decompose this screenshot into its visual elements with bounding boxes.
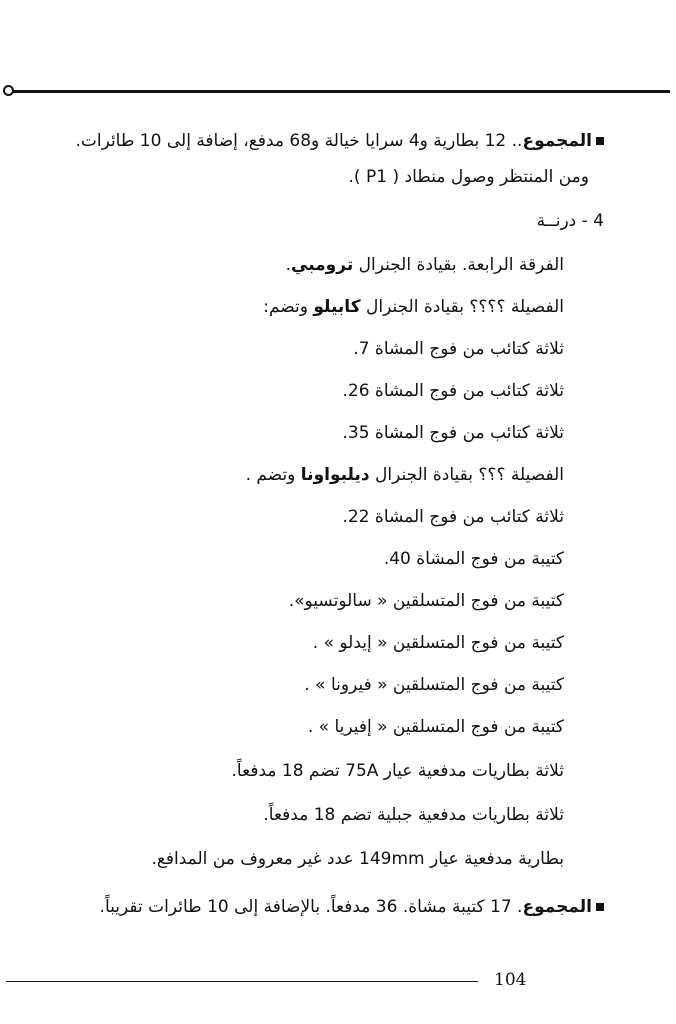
text-line: كتيبة من فوج المتسلقين « فيرونا » . — [304, 675, 564, 695]
commander-name: ديلبواونا — [300, 465, 370, 485]
text-line: ثلاثة بطاريات مدفعية عيار 75A تضم 18 مدفعاً. — [231, 761, 564, 781]
text-line: الفرقة الرابعة. بقيادة الجنرال ترومبي. — [285, 255, 564, 275]
section-heading: 4 - درنــة — [536, 211, 604, 231]
top-rule-ornament — [3, 85, 14, 96]
text-line: ثلاثة كتائب من فوج المشاة 22. — [342, 507, 564, 527]
text-line: ومن المنتظر وصول منطاد ( P1 ). — [348, 167, 589, 187]
text-line: كتيبة من فوج المشاة 40. — [383, 549, 564, 569]
top-rule — [6, 90, 670, 93]
text-line: الفصيلة ؟؟؟؟ بقيادة الجنرال كابيلو وتضم: — [263, 297, 564, 317]
commander-name: كابيلو — [313, 297, 361, 317]
text-line: الفصيلة ؟؟؟ بقيادة الجنرال ديلبواونا وتضم . — [245, 465, 564, 485]
text-line: ثلاثة بطاريات مدفعية جبلية تضم 18 مدفعاً. — [263, 805, 564, 825]
footer-rule — [6, 981, 478, 982]
total-label: المجموع — [522, 897, 592, 917]
page-number: 104 — [494, 970, 527, 990]
square-bullet-icon — [596, 903, 604, 911]
text-line: ثلاثة كتائب من فوج المشاة 26. — [342, 381, 564, 401]
total-label: المجموع — [522, 131, 592, 151]
text-line: كتيبة من فوج المتسلقين « إفيريا » . — [307, 717, 564, 737]
text-line: ثلاثة كتائب من فوج المشاة 7. — [353, 339, 564, 359]
total-text: . 17 كتيبة مشاة. 36 مدفعاً. بالإضافة إلى 10 طائرات تقريباً. — [99, 897, 523, 917]
total-line — [75, 130, 604, 152]
text-line: كتيبة من فوج المتسلقين « إيدلو » . — [312, 633, 564, 653]
text-line: ثلاثة كتائب من فوج المشاة 35. — [342, 423, 564, 443]
total-text: .. 12 بطارية و4 سرايا خيالة و68 مدفع، إضافة إلى 10 طائرات. — [75, 131, 523, 151]
total-line — [100, 896, 604, 918]
square-bullet-icon — [596, 137, 604, 145]
text-line: كتيبة من فوج المتسلقين « سالوتسيو». — [288, 591, 564, 611]
commander-name: ترومبي — [291, 255, 354, 275]
text-line: بطارية مدفعية عيار 149mm عدد غير معروف من المدافع. — [151, 849, 564, 869]
